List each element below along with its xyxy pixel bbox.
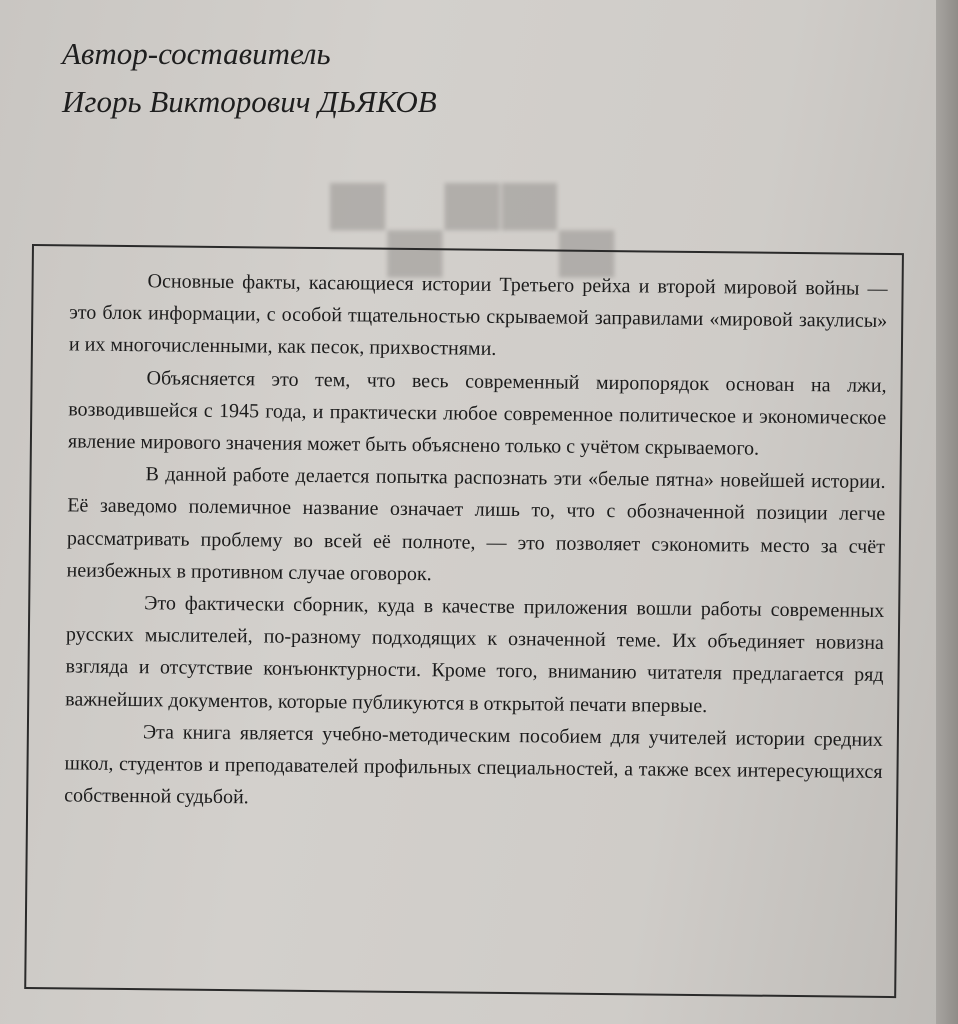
annotation-paragraph-1: Основные факты, касающиеся истории Третьего рейха и второй мировой войны — это блок информации, с особой тщательностью скрываемой заправилами «мировой закулисы» и их многочисленными, как песок, прихвостнями. bbox=[68, 270, 888, 361]
annotation-paragraph-4: Это фактически сборник, куда в качестве приложения вошли работы современных русских мыслителей, по-разному подходящих к означенной теме. Их объединяет новизна взгляда и отсутствие конъюнктурности. Кроме того, вниманию читателя предлагается ряд важнейших документов, которые публикуются в открытой печати впервые. bbox=[65, 592, 885, 717]
annotation-text bbox=[64, 264, 888, 820]
annotation-paragraph-3: В данной работе делается попытка распознать эти «белые пятна» новейшей истории. Её заведомо полемичное название означает лишь то, что с обозначенной позиции легче рассматривать проблему во всей её полноте, — это позволяет сэкономить место за счёт неизбежных в противном случае оговорок. bbox=[66, 463, 886, 586]
show-through-title: ▀▄▀▀▄ bbox=[330, 183, 617, 271]
annotation-frame bbox=[24, 244, 904, 998]
author-role: Автор-составитель bbox=[62, 36, 331, 71]
author-name: Игорь Викторович ДЬЯКОВ bbox=[62, 84, 437, 119]
page-edge-shadow bbox=[936, 0, 958, 1024]
annotation-paragraph-2: Объясняется это тем, что весь современный миропорядок основан на лжи, возводившейся с 1945 года, и практически любое современное политическое и экономическое явление мирового значения может быть объяснено только с учётом скрываемого. bbox=[67, 366, 887, 460]
annotation-paragraph-5: Эта книга является учебно-методическим пособием для учителей истории средних школ, студентов и преподавателей профильных специальностей, а также всех интересующихся собственной судьбой. bbox=[64, 721, 883, 809]
author-block bbox=[62, 30, 662, 126]
